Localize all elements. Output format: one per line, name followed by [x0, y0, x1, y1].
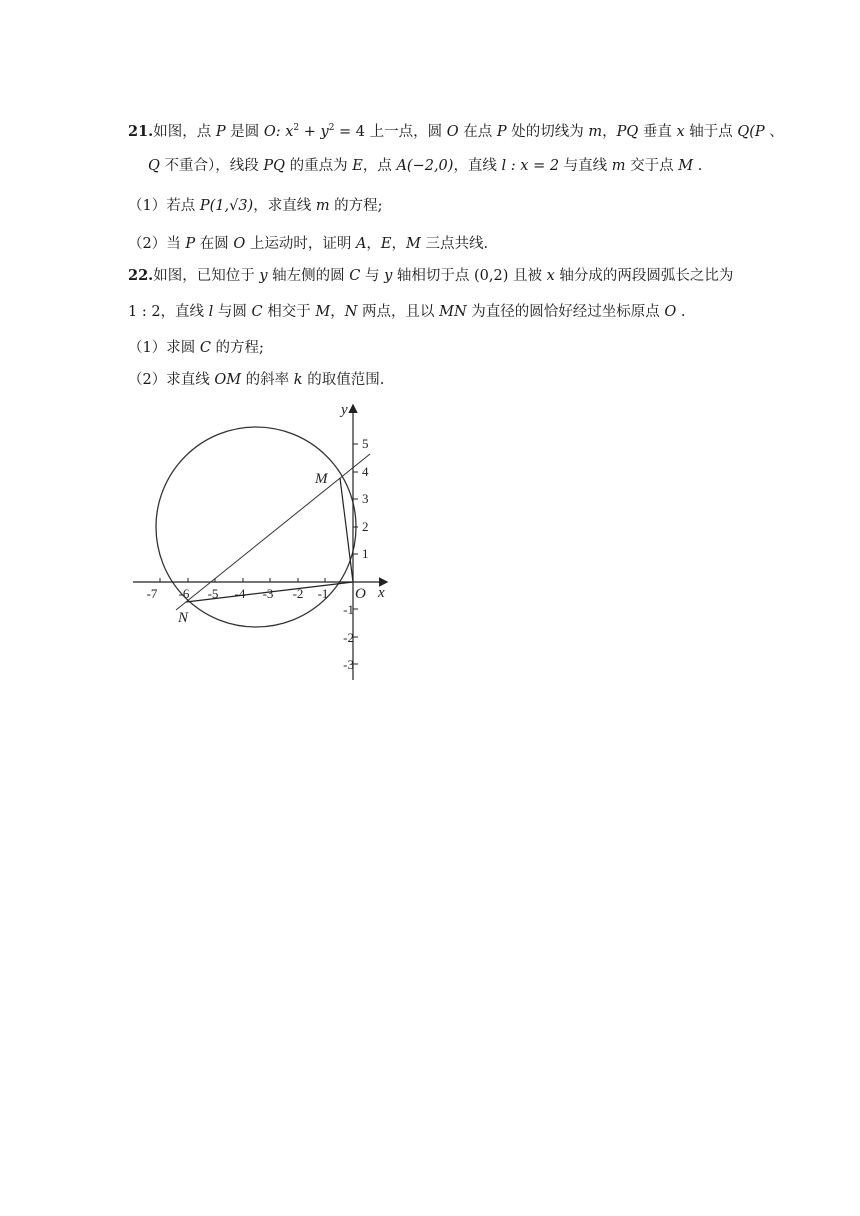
text: 不重合），线段	[159, 158, 264, 174]
text: 且被	[508, 268, 547, 284]
exponent: 2	[328, 123, 335, 133]
var-P: P	[185, 236, 196, 252]
text: 如图，点	[153, 124, 216, 140]
var-M: M	[406, 236, 421, 252]
q22-line2	[128, 302, 686, 322]
var-C: C	[199, 340, 211, 356]
point-A: A(−2,0)	[396, 158, 454, 174]
text: 的方程;	[329, 198, 383, 214]
var-M: M	[678, 158, 694, 174]
text: 为直径的圆恰好经过坐标原点	[466, 304, 665, 320]
text: 是圆	[225, 124, 264, 140]
text: （2）求直线	[128, 372, 215, 388]
var-C: C	[349, 268, 361, 284]
var-PQ: PQ	[263, 158, 286, 174]
text: 两点，且以	[357, 304, 440, 320]
var-P: P	[215, 124, 226, 140]
y-tick-label: 4	[362, 464, 369, 479]
text: 相交于	[262, 304, 316, 320]
var-k: k	[293, 372, 303, 388]
point-P: P(1,√3)	[199, 198, 254, 214]
y-tick-label: 1	[362, 546, 369, 561]
q22-number: 22.	[128, 267, 154, 284]
var-E: E	[352, 158, 363, 174]
text: 、	[764, 124, 784, 140]
text: 轴分成的两段圆弧长之比为	[554, 268, 734, 284]
q22-part1	[128, 338, 264, 358]
x-tick-label: -5	[207, 586, 219, 601]
var-M: M	[315, 304, 331, 320]
text: ，直线	[160, 304, 209, 320]
exponent: 2	[293, 123, 300, 133]
q21-number: 21.	[128, 123, 154, 140]
ratio: 1 : 2	[128, 304, 161, 320]
var-x: x	[546, 268, 555, 284]
y-axis-label: y	[341, 402, 348, 418]
text: 轴相切于点	[392, 268, 475, 284]
var-Q: Q	[148, 158, 160, 174]
text: 上运动时，证明	[245, 236, 356, 252]
var-O: O	[446, 124, 459, 140]
var-O: O	[233, 236, 246, 252]
var-m: m	[611, 158, 626, 174]
text: .	[693, 158, 703, 174]
text: ，求直线	[253, 198, 316, 214]
var-P: P	[496, 124, 507, 140]
x-tick-label: -4	[234, 586, 246, 601]
text: 在圆	[195, 236, 234, 252]
text: ，	[391, 236, 407, 252]
var-E: E	[380, 236, 392, 252]
text: 上一点，圆	[365, 124, 447, 140]
text: 垂直	[638, 124, 677, 140]
line-l-equation: l : x = 2	[501, 158, 560, 174]
x-tick-label: -6	[178, 586, 190, 601]
var-y: y	[259, 268, 268, 284]
var-m: m	[315, 198, 330, 214]
x-axis-label: x	[378, 585, 385, 601]
q21-part2	[128, 234, 488, 254]
equation: + y	[299, 124, 329, 140]
point-M-label: M	[315, 471, 328, 487]
var-O: O	[664, 304, 677, 320]
y-tick-label: -2	[343, 630, 354, 645]
point-N-label: N	[178, 610, 189, 626]
equation: = 4	[334, 124, 366, 140]
point: (0,2)	[474, 268, 509, 284]
text: 如图，已知位于	[153, 268, 260, 284]
coordinate-figure	[128, 398, 398, 688]
var-C: C	[251, 304, 263, 320]
y-tick-label: 3	[362, 491, 369, 506]
var-N: N	[344, 304, 358, 320]
q21-line2	[148, 156, 702, 176]
var-PQ: PQ	[616, 124, 639, 140]
text: 的取值范围.	[302, 372, 385, 388]
text: 与圆	[213, 304, 252, 320]
var-QP: Q(P	[737, 124, 765, 140]
segment-OM	[340, 478, 353, 582]
var-y: y	[384, 268, 393, 284]
text: 轴于点	[684, 124, 738, 140]
text: 与直线	[559, 158, 612, 174]
text: ，	[330, 304, 345, 320]
text: ，	[366, 236, 381, 252]
text: 交于点	[625, 158, 679, 174]
y-tick-label: 5	[362, 436, 369, 451]
text: 的重点为	[285, 158, 353, 174]
var-m: m	[588, 124, 603, 140]
var-OM: OM	[214, 372, 242, 388]
var-O: O	[263, 124, 276, 140]
text: 三点共线.	[420, 236, 489, 252]
x-tick-label: -2	[292, 586, 304, 601]
q22-part2	[128, 370, 384, 390]
q22-line1	[128, 266, 733, 286]
text: （1）若点	[128, 198, 200, 214]
var-MN: MN	[439, 304, 467, 320]
x-tick-label: -7	[146, 586, 158, 601]
text: 与	[360, 268, 385, 284]
text: （1）求圆	[128, 340, 200, 356]
origin-label: O	[355, 586, 366, 602]
q21-part1	[128, 196, 383, 216]
x-tick-label: -1	[317, 586, 329, 601]
x-tick-label: -3	[262, 586, 274, 601]
text: 的斜率	[241, 372, 294, 388]
text: ，点	[362, 158, 397, 174]
text: 轴左侧的圆	[267, 268, 350, 284]
var-l: l	[208, 304, 214, 320]
var-x: x	[676, 124, 685, 140]
y-tick-label: 2	[362, 519, 369, 534]
var-A: A	[355, 236, 367, 252]
y-tick-label: -1	[343, 602, 354, 617]
text: ，	[602, 124, 617, 140]
text: 处的切线为	[506, 124, 589, 140]
text: ，直线	[453, 158, 502, 174]
text: .	[676, 304, 686, 320]
y-tick-label: -3	[343, 657, 354, 672]
text: 的方程;	[210, 340, 264, 356]
text: （2）当	[128, 236, 186, 252]
q21-line1	[128, 118, 784, 142]
equation: : x	[275, 124, 294, 140]
text: 在点	[458, 124, 497, 140]
